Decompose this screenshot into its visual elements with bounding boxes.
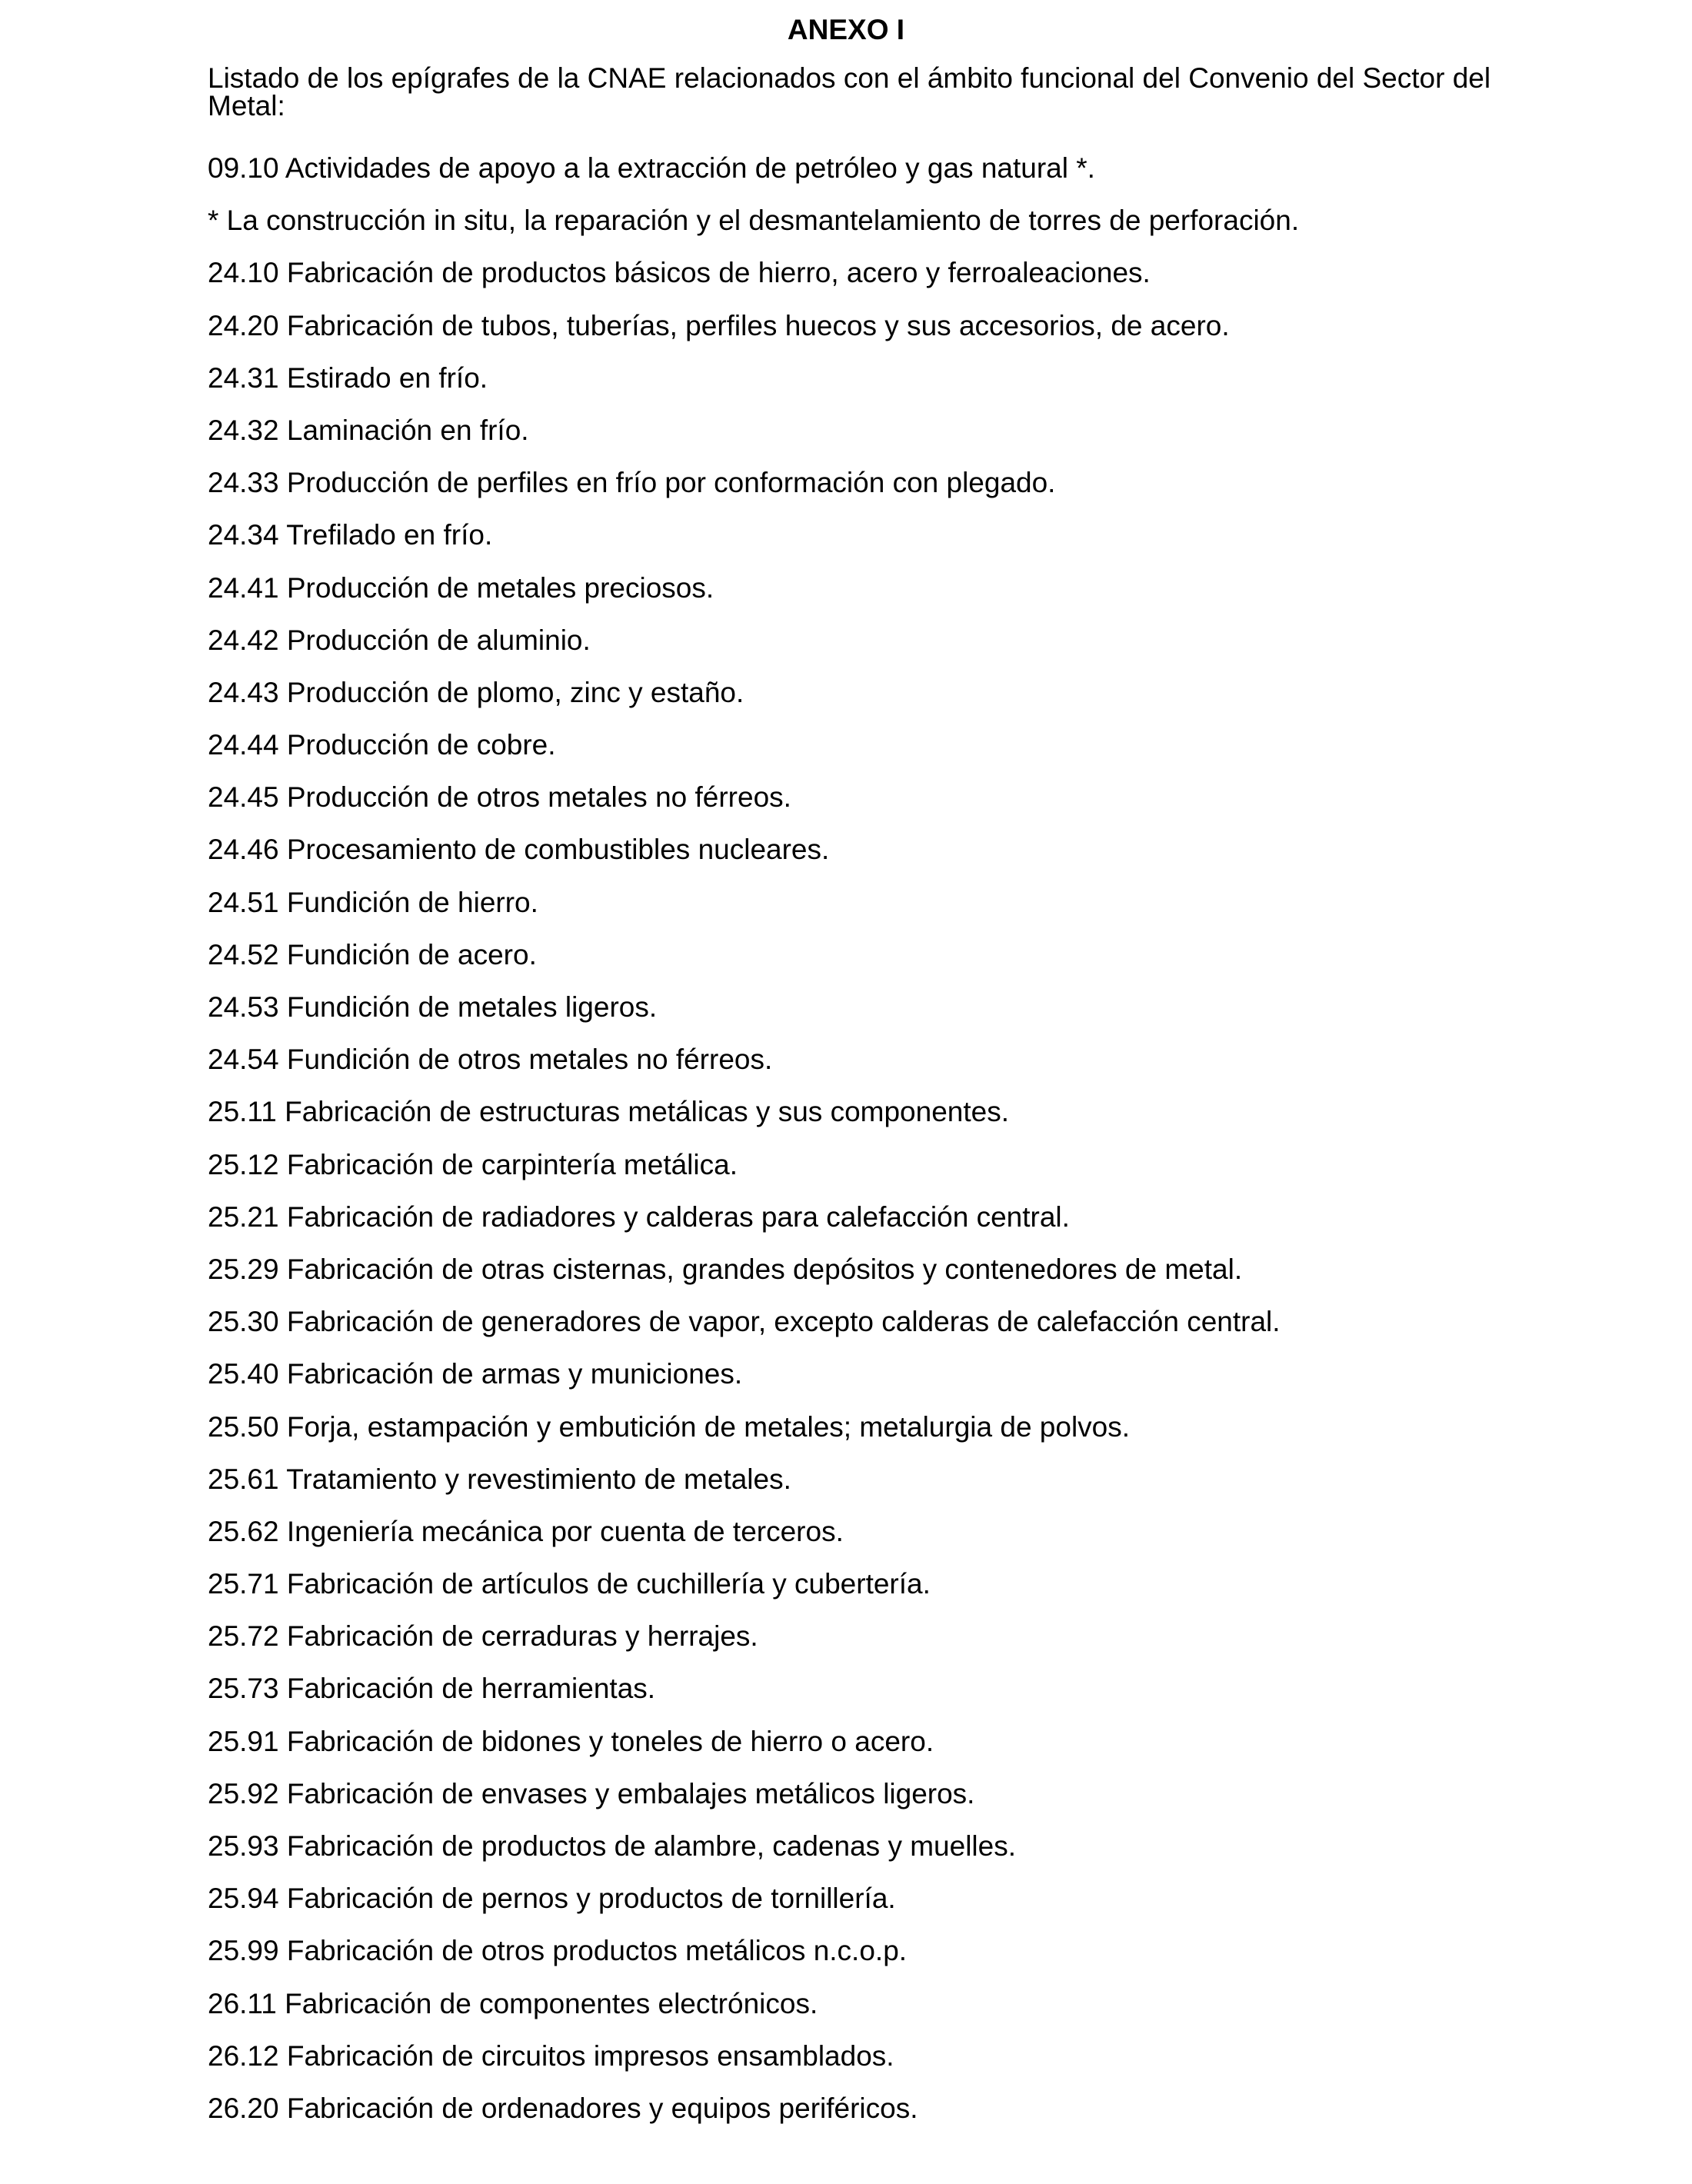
list-item: 24.32 Laminación en frío. xyxy=(208,414,529,446)
list-item: 24.46 Procesamiento de combustibles nucleares. xyxy=(208,834,830,866)
list-item: 25.40 Fabricación de armas y municiones. xyxy=(208,1358,743,1390)
list-item: 26.11 Fabricación de componentes electrónicos. xyxy=(208,1987,818,2019)
list-item: 25.99 Fabricación de otros productos metálicos n.c.o.p. xyxy=(208,1935,908,1967)
list-item: 25.12 Fabricación de carpintería metálica. xyxy=(208,1148,738,1180)
intro-paragraph: Listado de los epígrafes de la CNAE relacionados con el ámbito funcional del Convenio del Sector del Metal: xyxy=(208,62,1491,122)
list-item: 25.11 Fabricación de estructuras metálicas y sus componentes. xyxy=(208,1096,1009,1128)
list-item: 25.62 Ingeniería mecánica por cuenta de terceros. xyxy=(208,1515,844,1547)
list-item: 24.33 Producción de perfiles en frío por conformación con plegado. xyxy=(208,467,1056,499)
list-item: 25.61 Tratamiento y revestimiento de metales. xyxy=(208,1463,791,1495)
list-item: 24.31 Estirado en frío. xyxy=(208,361,488,394)
list-item: 24.44 Producción de cobre. xyxy=(208,729,556,761)
list-item: 25.92 Fabricación de envases y embalajes metálicos ligeros. xyxy=(208,1777,975,1809)
list-item: 24.41 Producción de metales preciosos. xyxy=(208,571,714,604)
list-item: 25.73 Fabricación de herramientas. xyxy=(208,1673,656,1705)
list-item: 09.10 Actividades de apoyo a la extracción de petróleo y gas natural *. xyxy=(208,152,1095,184)
list-item: 25.29 Fabricación de otras cisternas, grandes depósitos y contenedores de metal. xyxy=(208,1253,1243,1285)
list-item: 24.43 Producción de plomo, zinc y estaño. xyxy=(208,676,744,708)
list-item: 25.30 Fabricación de generadores de vapor, excepto calderas de calefacción central. xyxy=(208,1306,1281,1338)
list-item: 26.12 Fabricación de circuitos impresos ensamblados. xyxy=(208,2039,894,2072)
annex-title: ANEXO I xyxy=(787,14,905,45)
list-item: 25.72 Fabricación de cerraduras y herrajes. xyxy=(208,1620,758,1653)
list-item: 24.53 Fundición de metales ligeros. xyxy=(208,991,658,1023)
list-item: 25.71 Fabricación de artículos de cuchillería y cubertería. xyxy=(208,1568,931,1600)
list-item: * La construcción in situ, la reparación y el desmantelamiento de torres de perforación. xyxy=(208,205,1300,237)
cnae-entry-list xyxy=(208,151,1507,2143)
list-item: 24.45 Producción de otros metales no férreos. xyxy=(208,781,791,814)
list-item: 25.93 Fabricación de productos de alambre, cadenas y muelles. xyxy=(208,1830,1016,1862)
list-item: 24.54 Fundición de otros metales no férreos. xyxy=(208,1044,773,1076)
list-item: 24.42 Producción de aluminio. xyxy=(208,624,591,656)
list-item: 26.20 Fabricación de ordenadores y equipos periféricos. xyxy=(208,2092,918,2124)
list-item: 25.91 Fabricación de bidones y toneles de hierro o acero. xyxy=(208,1725,934,1757)
list-item: 24.51 Fundición de hierro. xyxy=(208,886,538,918)
list-item: 24.20 Fabricación de tubos, tuberías, perfiles huecos y sus accesorios, de acero. xyxy=(208,309,1230,341)
list-item: 24.52 Fundición de acero. xyxy=(208,938,537,970)
list-item: 24.34 Trefilado en frío. xyxy=(208,519,493,551)
list-item: 24.10 Fabricación de productos básicos de hierro, acero y ferroaleaciones. xyxy=(208,257,1151,289)
list-item: 25.50 Forja, estampación y embutición de metales; metalurgia de polvos. xyxy=(208,1410,1131,1443)
list-item: 25.21 Fabricación de radiadores y calderas para calefacción central. xyxy=(208,1200,1070,1233)
list-item: 25.94 Fabricación de pernos y productos de tornillería. xyxy=(208,1883,896,1915)
